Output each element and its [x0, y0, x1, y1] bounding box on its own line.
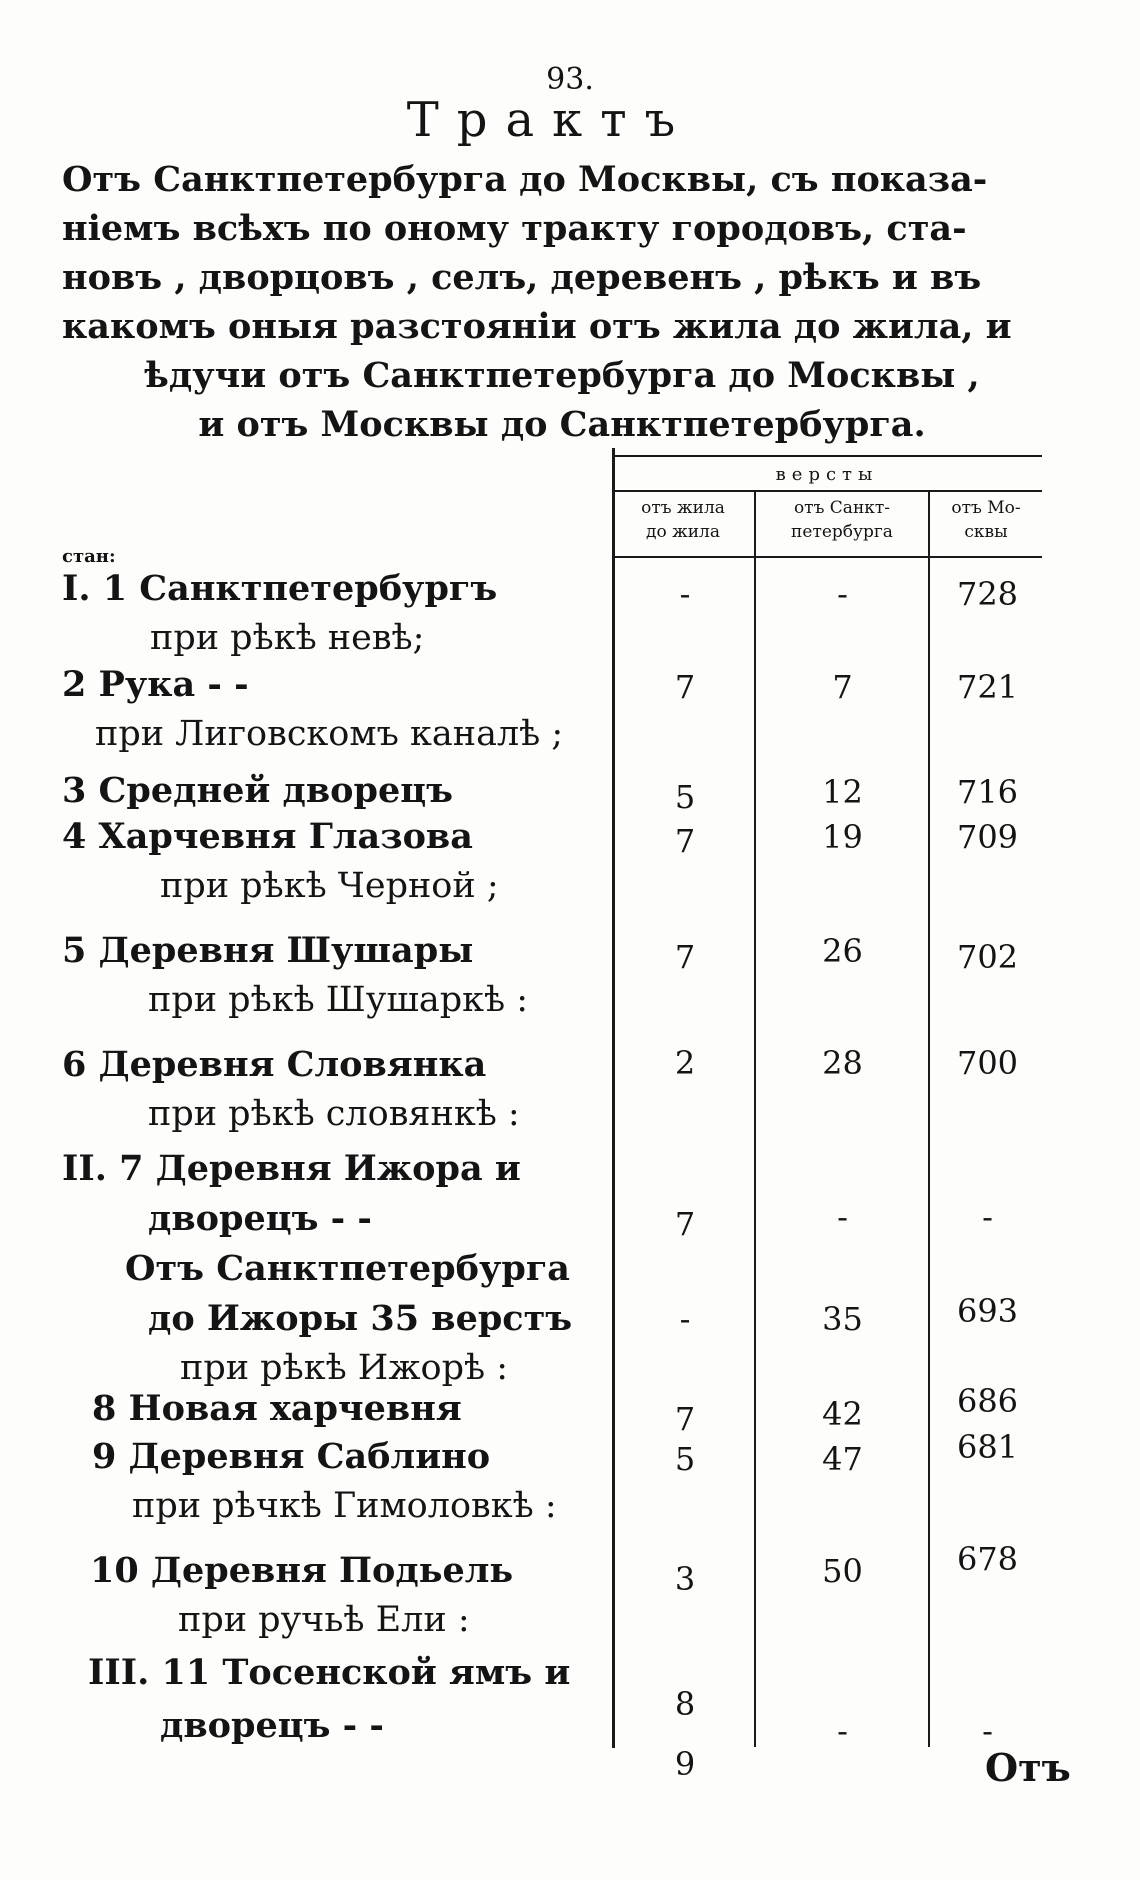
cell-from-spb: 19 [822, 818, 863, 856]
station-name: 6 Деревня Словянка [62, 1044, 487, 1085]
station-name: 9 Деревня Саблино [92, 1436, 491, 1477]
subtitle-line: Отъ Санктпетербурга до Москвы, съ показа- [62, 159, 988, 200]
station-name: 3 Средней дворецъ [62, 770, 453, 811]
subtitle-line: и отъ Москвы до Санктпетербурга. [198, 404, 926, 445]
station-place: при рѣчкѣ Гимоловкѣ : [132, 1486, 557, 1526]
station-place: при рѣкѣ Шушаркѣ : [148, 980, 529, 1020]
cell-between: 8 [674, 1685, 696, 1723]
header-bottom-rule [612, 556, 1042, 558]
column-header: отъ жила до жила [641, 498, 725, 542]
column-header: отъ Мо- сквы [951, 498, 1021, 542]
cell-from-spb: - [837, 1198, 848, 1236]
trailing-value: 9 [674, 1745, 696, 1783]
page-number: 93. [546, 62, 594, 97]
cell-from-spb: 47 [822, 1440, 863, 1478]
subtitle-line: новъ , дворцовъ , селъ, деревенъ , рѣкъ и въ [62, 257, 982, 298]
station-place: при рѣкѣ словянкѣ : [148, 1094, 520, 1134]
cell-from-moscow: 709 [956, 818, 1019, 856]
station-name: Отъ Санктпетербурга [125, 1248, 570, 1289]
page-title: Трактъ [406, 92, 694, 148]
cell-from-spb: 12 [822, 773, 863, 811]
cell-between: 7 [674, 668, 696, 706]
header-group-rule [612, 490, 1042, 492]
station-name: 2 Рука - - [62, 664, 249, 705]
cell-from-moscow: 721 [956, 668, 1019, 706]
subtitle-line: ніемъ всѣхъ по оному тракту городовъ, ста- [62, 208, 967, 249]
table-left-rule [612, 448, 615, 1748]
station-place: при Лиговскомъ каналѣ ; [95, 714, 564, 754]
cell-between: 7 [674, 1205, 696, 1243]
station-place: до Ижоры 35 верстъ [148, 1298, 573, 1339]
station-place: при рѣкѣ Ижорѣ : [180, 1348, 509, 1388]
cell-from-moscow: 728 [956, 575, 1019, 613]
catchword: Отъ [985, 1745, 1071, 1790]
subtitle-line: ѣдучи отъ Санктпетербурга до Москвы , [144, 355, 980, 396]
column-rule [754, 492, 756, 1747]
table-top-rule [612, 455, 1042, 457]
station-name: 5 Деревня Шушары [62, 930, 474, 971]
station-place: при ручьѣ Ели : [178, 1600, 470, 1640]
cell-between: 7 [674, 822, 696, 860]
cell-from-spb: 7 [832, 668, 853, 706]
station-name: I. 1 Санктпетербургъ [62, 568, 498, 609]
cell-from-spb: - [837, 1712, 848, 1750]
station-name: 10 Деревня Подьель [90, 1550, 514, 1591]
cell-between: - [679, 1300, 691, 1338]
cell-from-moscow: - [982, 1198, 993, 1236]
cell-from-spb: 26 [822, 932, 863, 970]
station-place: дворецъ - - [160, 1705, 384, 1746]
cell-between: - [679, 575, 691, 613]
cell-from-moscow: 693 [956, 1292, 1019, 1330]
cell-from-spb: - [837, 575, 848, 613]
cell-from-moscow: 686 [956, 1382, 1019, 1420]
cell-from-spb: 50 [822, 1552, 863, 1590]
header-group-label: версты [775, 464, 879, 485]
cell-between: 2 [674, 1044, 696, 1082]
cell-from-moscow: 702 [956, 938, 1019, 976]
cell-from-moscow: 678 [956, 1540, 1019, 1578]
cell-between: 7 [674, 1400, 696, 1438]
cell-from-moscow: 716 [956, 773, 1019, 811]
station-name: III. 11 Тосенской ямъ и [88, 1652, 571, 1693]
station-place: при рѣкѣ невѣ; [150, 618, 425, 658]
cell-from-spb: 28 [822, 1044, 863, 1082]
cell-between: 5 [674, 1440, 696, 1478]
cell-from-spb: 35 [822, 1300, 863, 1338]
cell-from-moscow: 681 [956, 1428, 1019, 1466]
cell-from-moscow: - [982, 1712, 993, 1750]
station-place: дворецъ - - [148, 1198, 372, 1239]
cell-between: 3 [674, 1560, 696, 1598]
station-name: 4 Харчевня Глазова [62, 816, 473, 857]
subtitle-line: какомъ оныя разстояніи отъ жила до жила, и [62, 306, 1012, 347]
station-place: при рѣкѣ Черной ; [160, 866, 499, 906]
station-name: 8 Новая харчевня [92, 1388, 462, 1429]
column-rule [928, 492, 930, 1747]
stan-label: стан: [62, 546, 116, 567]
cell-between: 7 [674, 938, 696, 976]
cell-from-moscow: 700 [956, 1044, 1019, 1082]
cell-from-spb: 42 [822, 1395, 863, 1433]
cell-between: 5 [674, 778, 696, 816]
station-name: II. 7 Деревня Ижора и [62, 1148, 521, 1189]
subtitle [62, 155, 1062, 449]
column-header: отъ Санкт- петербурга [791, 498, 893, 542]
